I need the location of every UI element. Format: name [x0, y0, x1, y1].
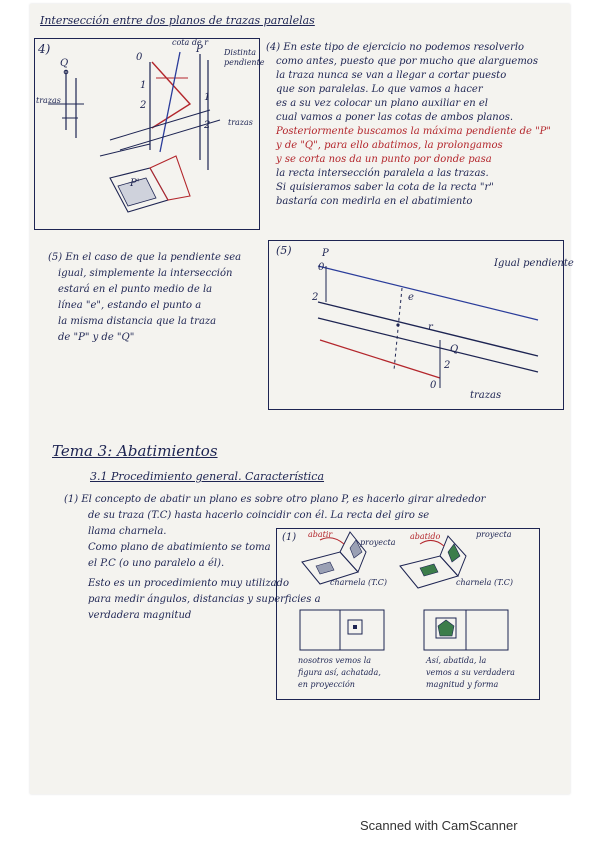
section-4-number: 4)	[38, 42, 51, 56]
svg-text:P': P'	[130, 178, 140, 189]
svg-text:P: P	[196, 44, 203, 55]
svg-text:P: P	[322, 248, 329, 259]
s31-line-7: para medir ángulos, distancias y superficies a	[88, 594, 321, 605]
s1-caption-right-1: Así, abatida, la	[426, 656, 487, 665]
s31-line-1: (1) El concepto de abatir un plano es sobre otro plano P, es hacerlo girar alrededor	[64, 494, 486, 505]
s31-line-2: de su traza (T.C) hasta hacerlo coincidir con él. La recta del giro se	[88, 510, 430, 521]
s4-line-3: la traza nunca se van a llegar a cortar puesto	[276, 70, 507, 81]
s1-label-proyecta-right: proyecta	[476, 530, 512, 539]
s1-label-charnela-left: charnela (T.C)	[330, 578, 388, 587]
s1-label-abatir: abatir	[308, 530, 333, 539]
svg-text:Q: Q	[60, 58, 69, 69]
s31-line-6: Esto es un procedimiento muy utilizado	[88, 578, 289, 589]
scanner-watermark: Scanned with CamScanner	[360, 818, 518, 833]
s1-caption-left-1: nosotros vemos la	[298, 656, 372, 665]
tema-heading: Tema 3: Abatimientos	[52, 442, 218, 460]
label-distinta-pendiente: Distinta pendiente	[224, 48, 265, 67]
s5-line-6: de "P" y de "Q"	[58, 332, 135, 343]
s1-caption-right-3: magnitud y forma	[426, 680, 499, 689]
s4-line-7: la recta intersección paralela a las trazas.	[276, 168, 489, 179]
s1-box-number: (1)	[282, 532, 297, 543]
s4-line-1: (4) En este tipo de ejercicio no podemos resolverlo	[266, 42, 525, 53]
svg-text:r: r	[428, 322, 433, 333]
svg-text:e: e	[408, 292, 414, 303]
s31-line-5: el P.C (o uno paralelo a él).	[88, 558, 225, 569]
svg-text:0: 0	[430, 380, 437, 391]
svg-text:0: 0	[136, 52, 143, 63]
svg-text:trazas: trazas	[470, 390, 502, 401]
svg-text:2: 2	[312, 292, 319, 303]
s5-line-2: igual, simplemente la intersección	[58, 268, 233, 279]
svg-text:2: 2	[204, 120, 211, 131]
svg-text:1: 1	[140, 80, 147, 91]
svg-text:2: 2	[140, 100, 147, 111]
s5-line-4: línea "e", estando el punto a	[58, 300, 202, 311]
svg-text:1: 1	[204, 92, 211, 103]
s4-red-line-2: y de "Q", para ello abatimos, la prolongamos	[276, 140, 503, 151]
page-heading: Intersección entre dos planos de trazas paralelas	[40, 14, 315, 27]
s1-caption-left-2: figura así, achatada,	[298, 668, 381, 677]
s4-line-8: Si quisieramos saber la cota de la recta "r"	[276, 182, 494, 193]
s5-line-1: (5) En el caso de que la pendiente sea	[48, 252, 242, 263]
label-trazas-left: trazas	[36, 96, 61, 105]
s5-box-title: Igual pendiente	[494, 258, 574, 269]
s1-label-proyecta-left: proyecta	[360, 538, 396, 547]
label-cota-r: cota de r	[172, 38, 209, 47]
s1-caption-left-3: en proyección	[298, 680, 355, 689]
s4-line-4: que son paralelas. Lo que vamos a hacer	[276, 84, 483, 95]
s5-line-3: estará en el punto medio de la	[58, 284, 213, 295]
s5-line-5: la misma distancia que la traza	[58, 316, 217, 327]
s4-line-6: cual vamos a poner las cotas de ambos planos.	[276, 112, 514, 123]
s31-line-8: verdadera magnitud	[88, 610, 192, 621]
subtitle-procedimiento: 3.1 Procedimiento general. Característica	[90, 470, 325, 483]
s31-line-3: llama charnela.	[88, 526, 167, 537]
s5-box-number: (5)	[276, 244, 292, 257]
s4-red-line-1: Posteriormente buscamos la máxima pendiente de "P"	[276, 126, 551, 137]
s1-label-abatido: abatido	[410, 532, 441, 541]
s1-caption-right-2: vemos a su verdadera	[426, 668, 515, 677]
s4-line-2: como antes, puesto que por mucho que alarguemos	[276, 56, 538, 67]
s1-label-charnela-right: charnela (T.C)	[456, 578, 514, 587]
label-trazas-right: trazas	[228, 118, 253, 127]
svg-text:0: 0	[318, 262, 325, 273]
svg-text:2: 2	[444, 360, 451, 371]
s31-line-4: Como plano de abatimiento se toma	[88, 542, 271, 553]
s4-red-line-3: y se corta nos da un punto por donde pasa	[276, 154, 492, 165]
s4-line-5: es a su vez colocar un plano auxiliar en el	[276, 98, 488, 109]
s4-line-9: bastaría con medirla en el abatimiento	[276, 196, 473, 207]
svg-text:Q: Q	[450, 344, 459, 355]
